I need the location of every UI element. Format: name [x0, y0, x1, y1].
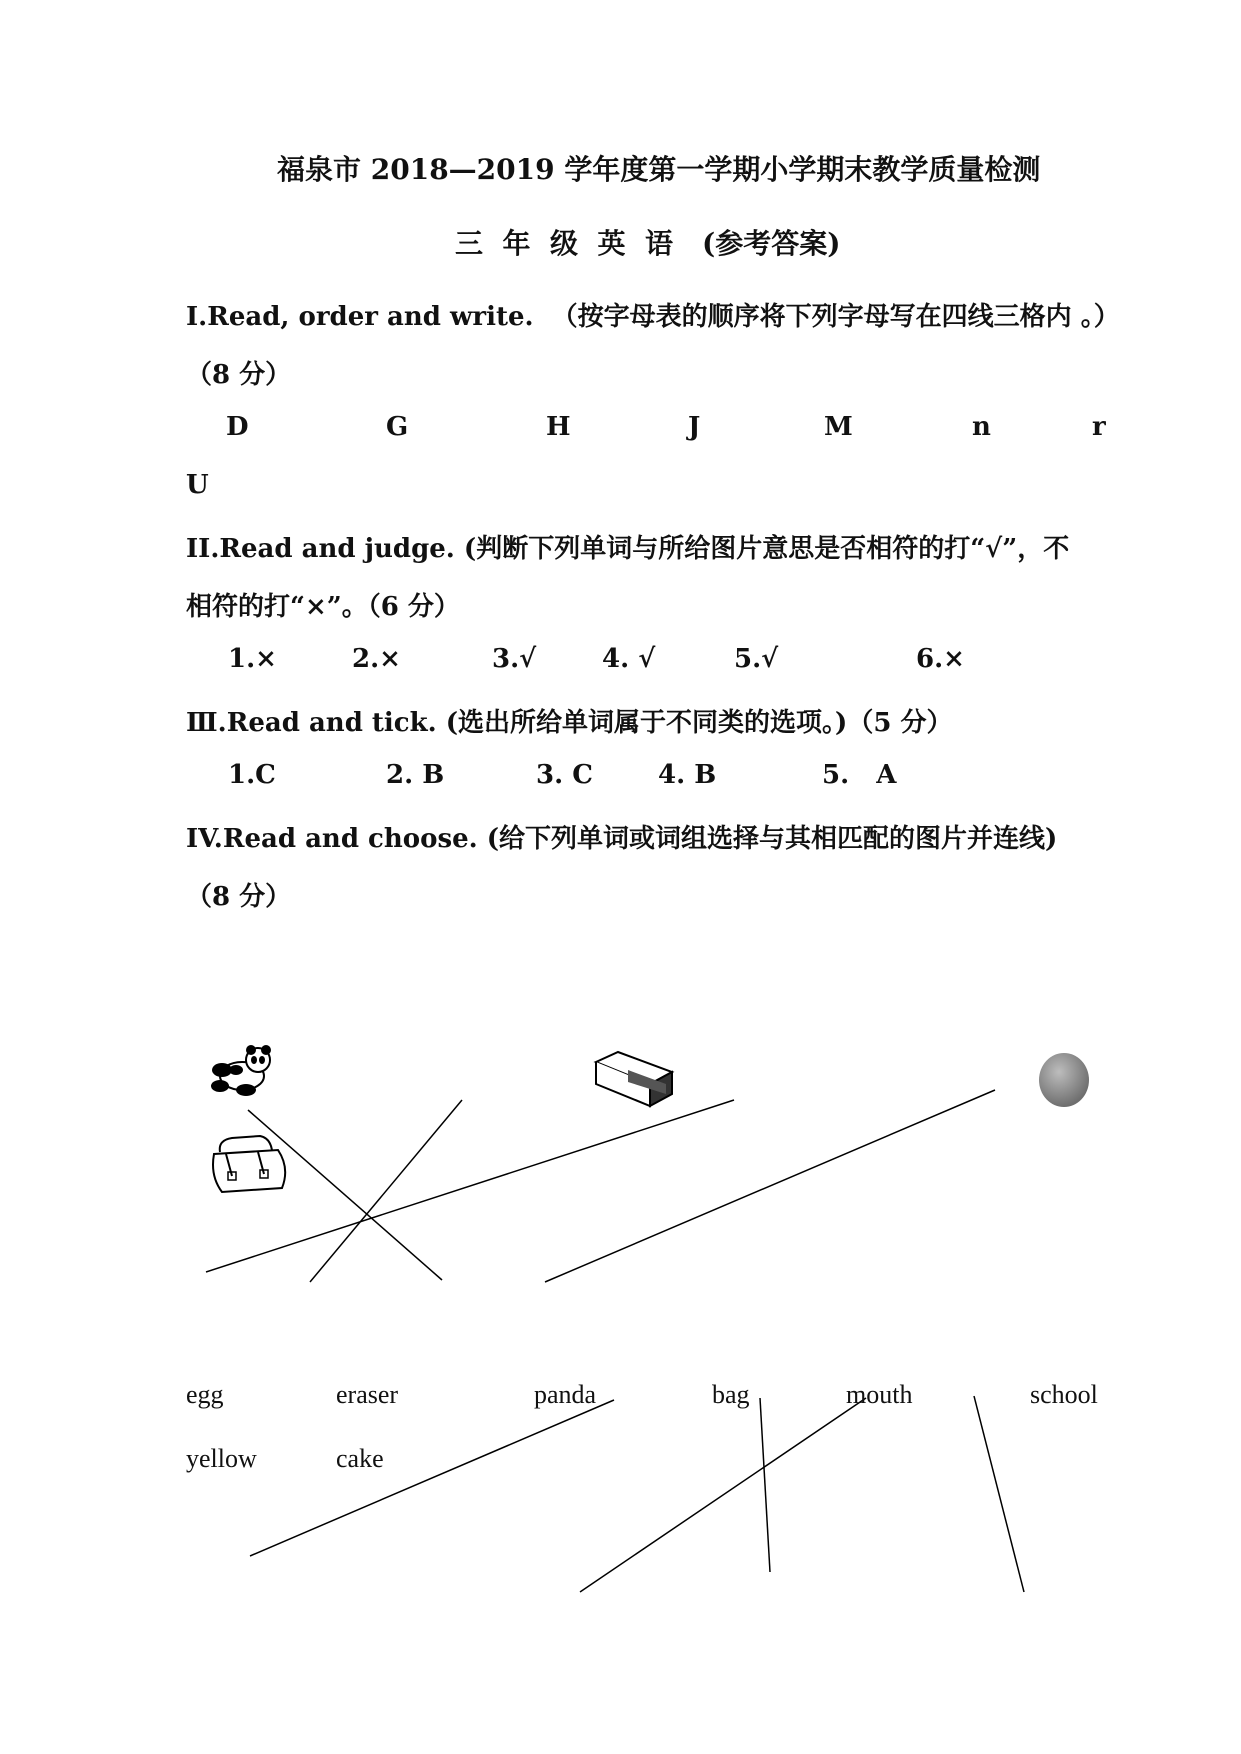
letter-answer: M: [824, 412, 853, 442]
judge-answer: 4. √: [602, 644, 656, 674]
tick-answer: 3. C: [536, 760, 593, 790]
match-line: [248, 1110, 442, 1280]
match-line: [974, 1396, 1024, 1592]
match-line: [310, 1100, 462, 1282]
word-eraser: eraser: [336, 1380, 399, 1409]
word-yellow: yellow: [186, 1444, 257, 1473]
tick-answer: 2. B: [386, 760, 445, 790]
letter-answer: U: [186, 470, 209, 500]
letter-answer: D: [226, 412, 249, 442]
tick-answer: 1.C: [228, 760, 276, 790]
page-title: 福泉市 2018—2019 学年度第一学期小学期末教学质量检测: [277, 153, 1041, 186]
match-line: [580, 1398, 866, 1592]
letter-answer: G: [386, 412, 409, 442]
word-cake: cake: [336, 1444, 384, 1473]
match-line: [250, 1400, 614, 1556]
judge-answer: 1.×: [228, 644, 277, 674]
judge-answer: 6.×: [916, 644, 965, 674]
word-bag: bag: [712, 1380, 750, 1409]
section4-heading: IV.Read and choose. (给下列单词或词组选择与其相匹配的图片并连线): [186, 824, 1058, 854]
letter-answer: J: [688, 412, 701, 442]
answer-key-note: (参考答案): [702, 227, 841, 260]
match-line: [206, 1100, 734, 1272]
match-line: [545, 1090, 995, 1282]
section3-heading: Ⅲ.Read and tick. (选出所给单词属于不同类的选项。)（5 分）: [186, 708, 953, 738]
page-subtitle: 三 年 级 英 语: [455, 227, 673, 260]
section1-heading: I.Read, order and write. （按字母表的顺序将下列字母写在四线三格内 。）: [186, 302, 1120, 332]
tick-answer: 4. B: [658, 760, 717, 790]
judge-answer: 3.√: [492, 644, 537, 674]
tick-answer: 5. A: [822, 760, 897, 790]
judge-answer: 5.√: [734, 644, 779, 674]
letter-answer: n: [972, 412, 991, 442]
letter-answer: r: [1092, 412, 1106, 442]
section1-score: （8 分）: [186, 360, 292, 390]
section2-heading: II.Read and judge. (判断下列单词与所给图片意思是否相符的打“√”，不: [186, 534, 1070, 564]
word-mouth: mouth: [846, 1380, 913, 1409]
letter-answer: H: [546, 412, 571, 442]
word-egg: egg: [186, 1380, 224, 1409]
section4-score: （8 分）: [186, 882, 292, 912]
match-line: [760, 1398, 770, 1572]
judge-answer: 2.×: [352, 644, 401, 674]
word-panda: panda: [534, 1380, 597, 1409]
section2-heading-cont: 相符的打“×”。（6 分）: [186, 592, 460, 622]
word-school: school: [1030, 1380, 1098, 1409]
